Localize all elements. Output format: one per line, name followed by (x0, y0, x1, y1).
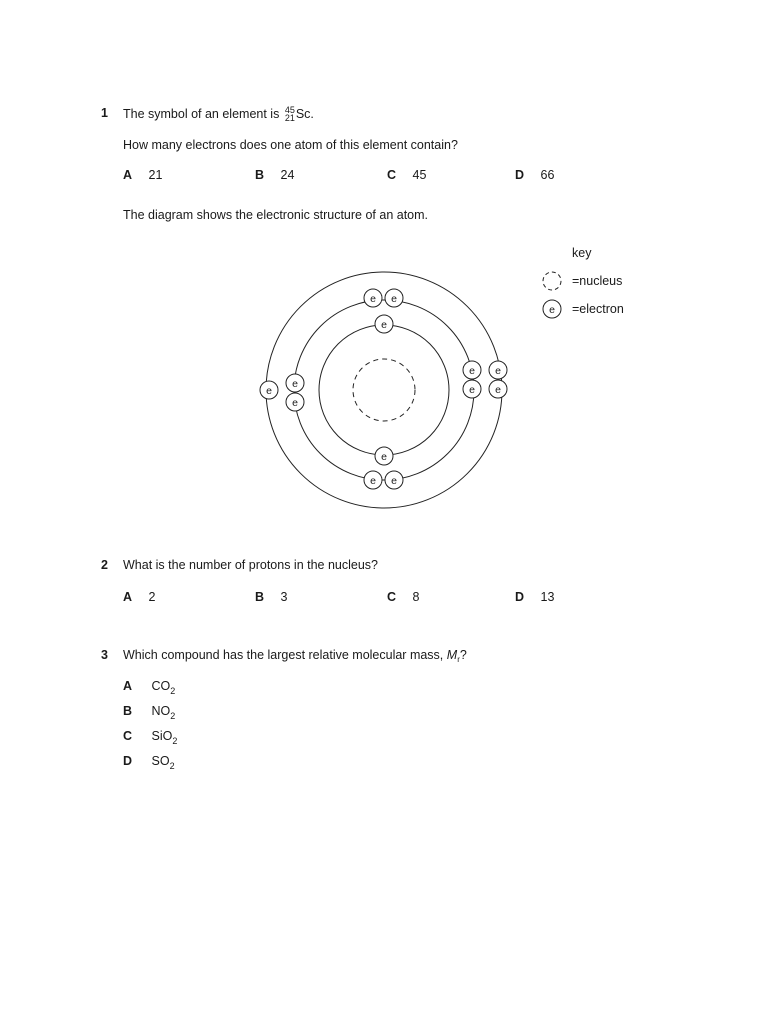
option-letter: D (515, 590, 525, 604)
electron-label: e (266, 385, 272, 397)
q3-question-suffix: ? (459, 648, 467, 662)
option-letter: A (123, 679, 133, 693)
electron (489, 380, 507, 398)
electron-label: e (292, 378, 298, 390)
option-letter: A (123, 168, 133, 182)
q3-mr-symbol: M (446, 648, 458, 662)
q2-option-d[interactable] (515, 590, 554, 604)
q2-number: 2 (101, 558, 108, 572)
option-formula: NO (151, 704, 171, 718)
electron (385, 289, 403, 307)
option-formula-sub: 2 (170, 686, 176, 696)
q3-option-d[interactable] (123, 754, 175, 771)
electron (385, 471, 403, 489)
q1-number: 1 (101, 106, 108, 120)
q2-option-b[interactable] (255, 590, 287, 604)
electron (364, 289, 382, 307)
electron-label: e (469, 365, 475, 377)
option-letter: C (387, 168, 397, 182)
electron-label: e (381, 319, 387, 331)
option-letter: B (123, 704, 133, 718)
electron (375, 447, 393, 465)
electron-label: e (370, 293, 376, 305)
key-nucleus-label: =nucleus (572, 274, 623, 288)
q3-option-b[interactable] (123, 704, 176, 721)
electron (375, 315, 393, 333)
option-letter: B (255, 590, 265, 604)
q1-mass-number: 45 (284, 105, 295, 115)
q3-question-prefix: Which compound has the largest relative molecular mass, (123, 648, 444, 662)
electron-label: e (370, 475, 376, 487)
electron-label: e (495, 365, 501, 377)
option-formula: SiO (151, 729, 173, 743)
q1-atomic-number: 21 (284, 113, 295, 123)
option-value: 66 (540, 168, 555, 182)
shell-1 (319, 325, 449, 455)
q2-question: What is the number of protons in the nucleus? (123, 558, 379, 572)
option-value: 8 (412, 590, 420, 604)
option-letter: D (123, 754, 133, 768)
key-title: key (572, 246, 592, 260)
electron (260, 381, 278, 399)
option-formula: SO (151, 754, 170, 768)
option-letter: A (123, 590, 133, 604)
q1-stem-prefix: The symbol of an element is (123, 106, 280, 121)
electron (463, 361, 481, 379)
electron (489, 361, 507, 379)
option-letter: B (255, 168, 265, 182)
q3-option-c[interactable] (123, 729, 178, 746)
electron (286, 374, 304, 392)
diagram-intro: The diagram shows the electronic structure of an atom. (123, 208, 429, 222)
nucleus (353, 359, 415, 421)
electron (286, 393, 304, 411)
q3-mr-sub: r (457, 655, 460, 664)
key-nucleus-symbol (543, 272, 561, 290)
electron-label: e (469, 384, 475, 396)
q1-stem-suffix: . (310, 106, 314, 121)
option-value: 2 (148, 590, 156, 604)
option-letter: C (123, 729, 133, 743)
q2-option-c[interactable] (387, 590, 419, 604)
q3-question (123, 648, 467, 662)
electrons (260, 289, 507, 489)
electron-label: e (391, 475, 397, 487)
q1-symbol: Sc (295, 106, 311, 121)
option-formula-sub: 2 (172, 736, 178, 746)
electron-label: e (391, 293, 397, 305)
key-electron-label: =electron (572, 302, 624, 316)
q3-option-a[interactable] (123, 679, 176, 696)
option-value: 13 (540, 590, 555, 604)
option-value: 24 (280, 168, 295, 182)
option-value: 21 (148, 168, 163, 182)
option-value: 3 (280, 590, 288, 604)
electron (364, 471, 382, 489)
option-letter: D (515, 168, 525, 182)
electron-label: e (495, 384, 501, 396)
option-formula-sub: 2 (170, 711, 176, 721)
option-formula: CO (151, 679, 171, 693)
q1-question: How many electrons does one atom of this element contain? (123, 138, 458, 152)
option-letter: C (387, 590, 397, 604)
option-value: 45 (412, 168, 427, 182)
electron (463, 380, 481, 398)
q3-number: 3 (101, 648, 108, 662)
q2-option-a[interactable] (123, 590, 155, 604)
electron-label: e (292, 397, 298, 409)
electron-label: e (381, 451, 387, 463)
electron-label: e (549, 304, 555, 316)
key-electron-symbol (543, 300, 561, 318)
option-formula-sub: 2 (169, 761, 175, 771)
